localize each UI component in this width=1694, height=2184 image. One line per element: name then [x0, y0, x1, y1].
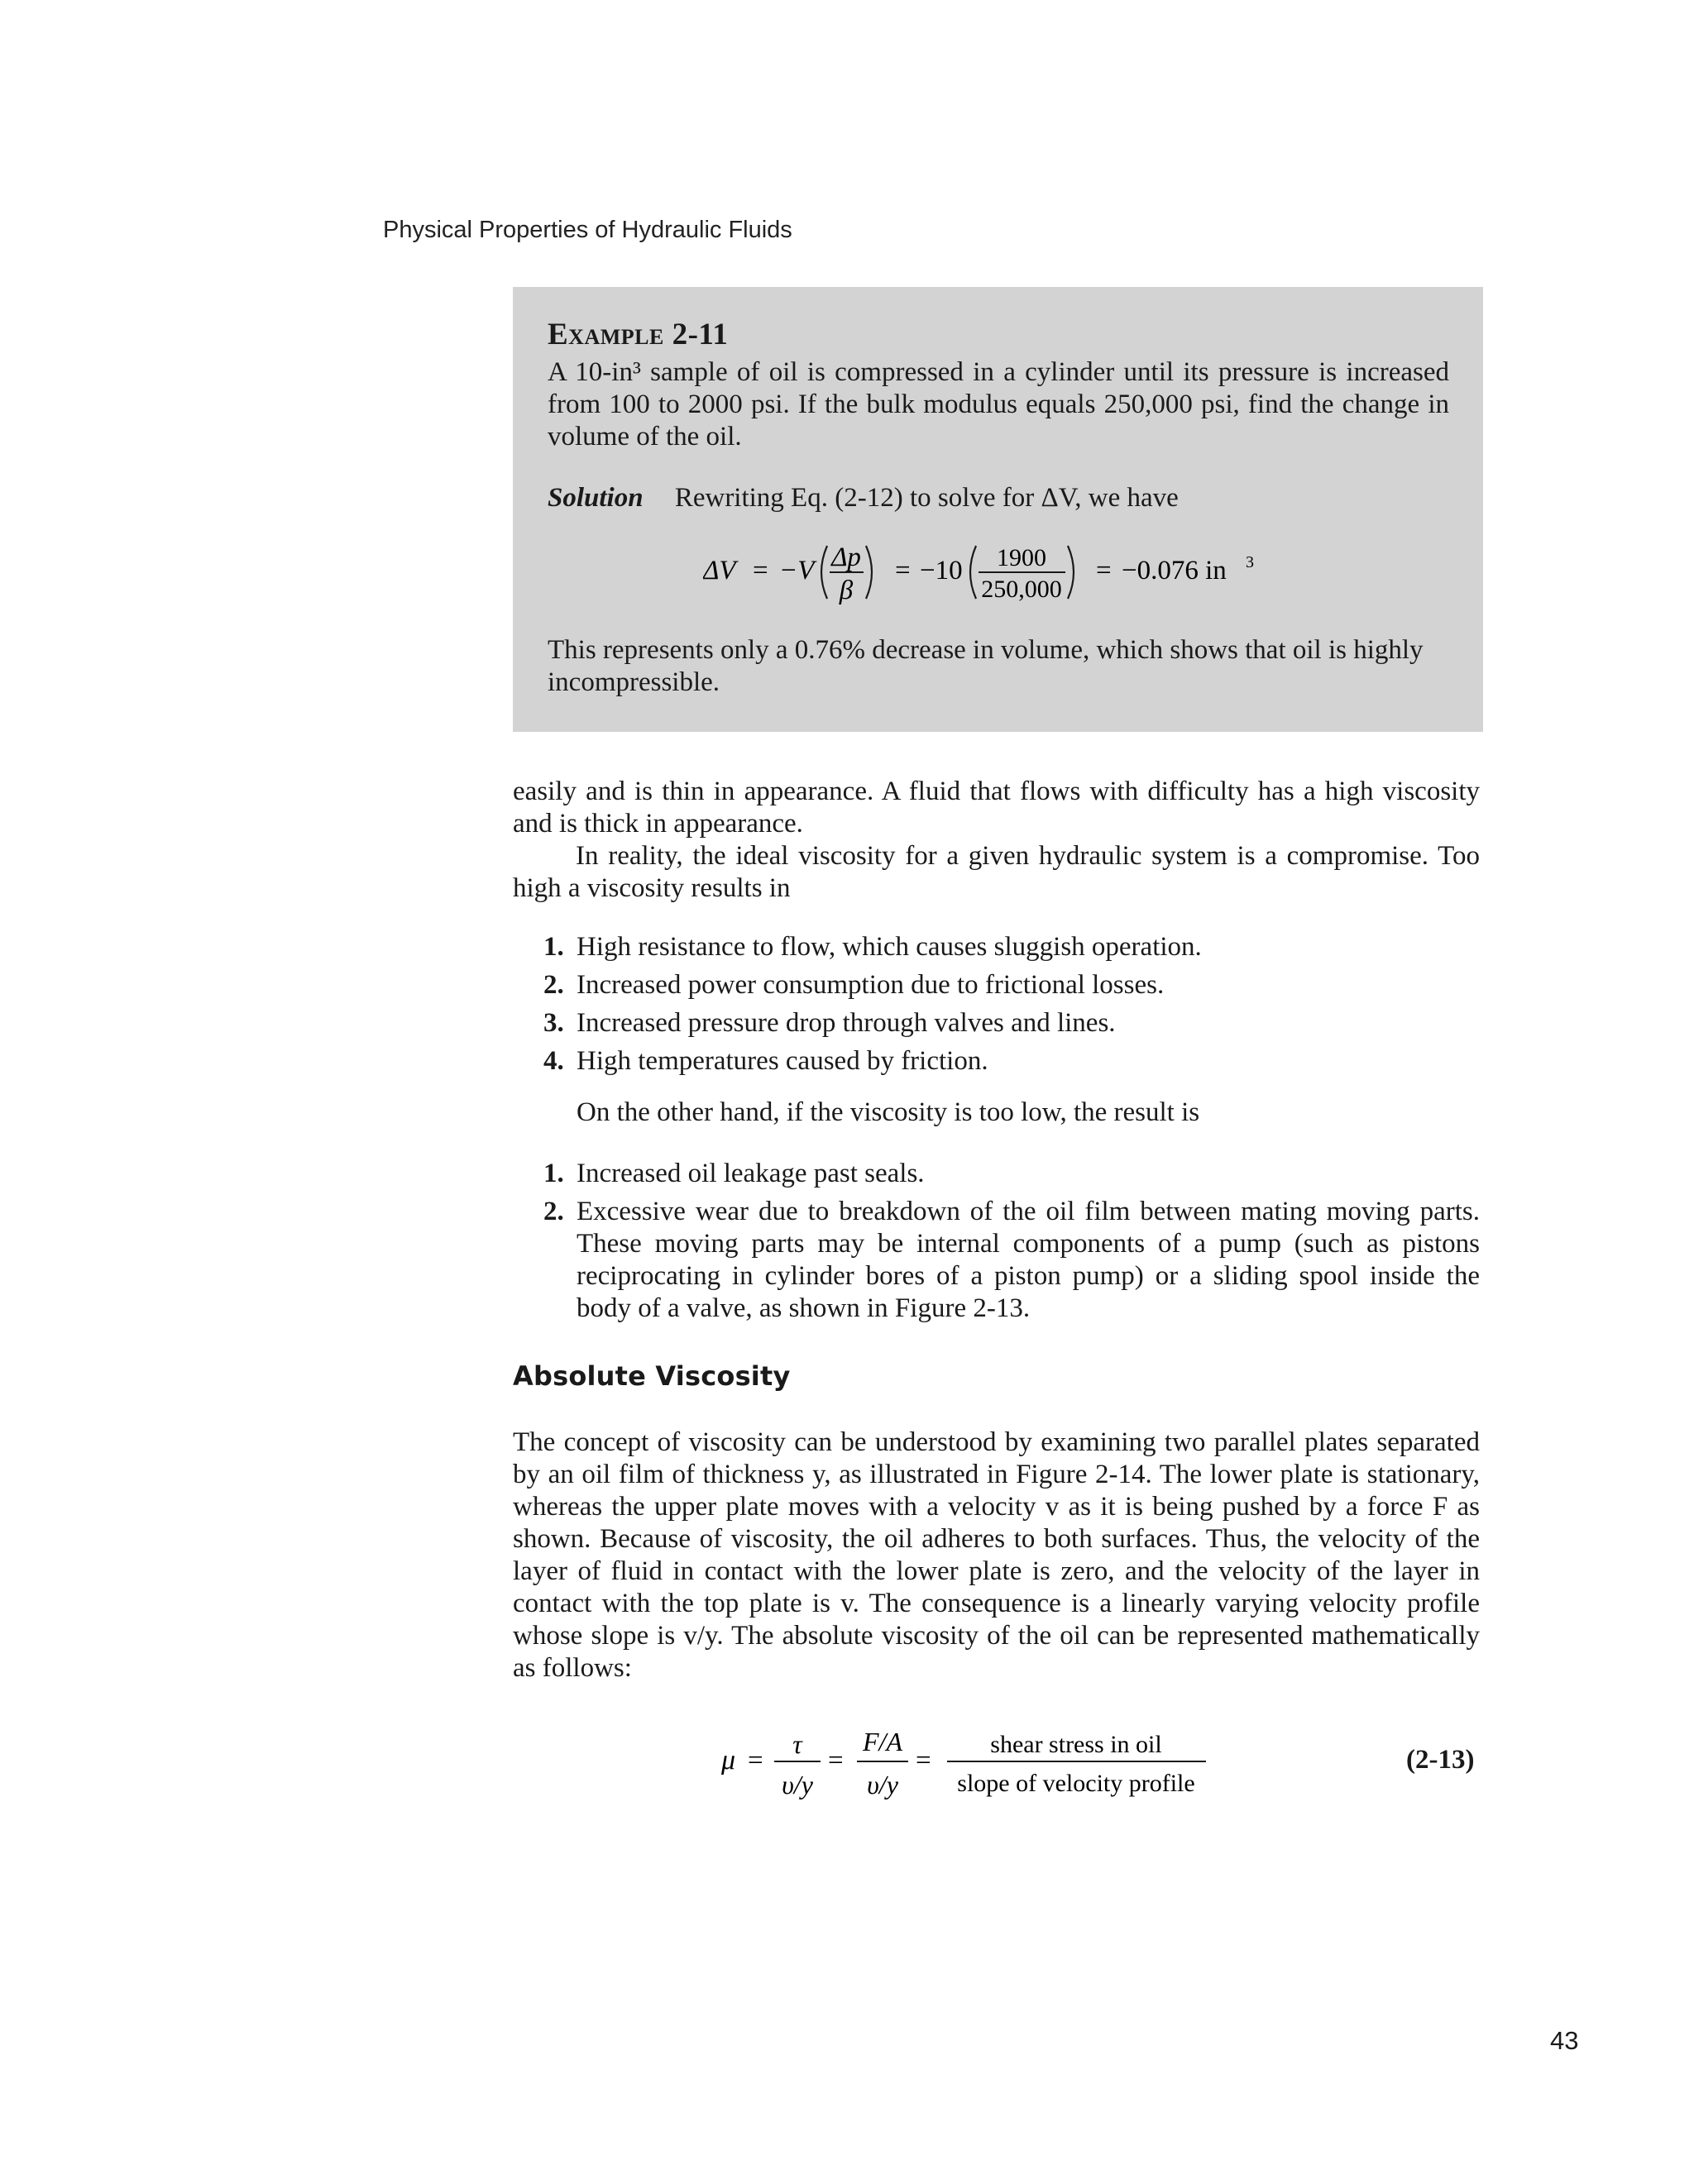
paragraph-compromise: In reality, the ideal viscosity for a given hydraulic system is a compromise. Too high a viscosity results in [513, 841, 1480, 903]
list-item [513, 966, 1480, 1004]
left-paren-1 [821, 546, 827, 599]
eq-neg-10: −10 [920, 556, 963, 585]
example-title [548, 317, 728, 352]
frac1-numerator: Δp [831, 542, 861, 572]
list-text: High temperatures caused by friction. [577, 1046, 988, 1076]
eq-result-exponent: 3 [1246, 553, 1254, 571]
example-equation [703, 539, 1282, 605]
eq-equals-3: = [1096, 556, 1112, 585]
example-box [513, 287, 1483, 732]
list-number: 3. [543, 1008, 564, 1038]
frac1-denominator: β [839, 576, 854, 605]
list-number: 1. [543, 1159, 564, 1188]
eq-equals-c: = [916, 1746, 931, 1775]
eq-equals-b: = [828, 1746, 844, 1775]
frac-a-numerator: τ [792, 1729, 802, 1759]
example-conclusion: This represents only a 0.76% decrease in volume, which shows that oil is highly incompressible. [548, 635, 1424, 697]
list-item [513, 1042, 1480, 1080]
running-head: Physical Properties of Hydraulic Fluids [383, 217, 792, 243]
section-heading: Absolute Viscosity [513, 1360, 791, 1392]
frac2-denominator: 250,000 [981, 576, 1062, 603]
frac-c-numerator: shear stress in oil [990, 1731, 1162, 1758]
frac-b-numerator: F/A [863, 1727, 902, 1756]
right-paren-2 [1068, 546, 1074, 599]
list-text: Increased pressure drop through valves and lines. [577, 1008, 1116, 1038]
list-item [513, 1154, 1480, 1192]
solution-intro: Rewriting Eq. (2-12) to solve for ΔV, we have [674, 483, 1179, 513]
frac-b-denominator: υ/y [867, 1770, 898, 1799]
page-number: 43 [1550, 2026, 1579, 2055]
viscosity-equation [711, 1716, 1241, 1807]
list-number: 2. [543, 1197, 564, 1226]
list-number: 2. [543, 970, 564, 1000]
solution-line [548, 483, 1179, 514]
list-item [513, 1004, 1480, 1042]
eq-equals-2: = [895, 556, 911, 585]
example-number: 2-11 [672, 318, 729, 351]
low-viscosity-intro: On the other hand, if the viscosity is too low, the result is [577, 1097, 1200, 1127]
left-paren-2 [970, 546, 976, 599]
list-number: 1. [543, 932, 564, 962]
eq-equals-a: = [748, 1746, 763, 1775]
example-label: Example [548, 318, 664, 351]
list-item [513, 1196, 1480, 1325]
mu-symbol: μ [721, 1745, 736, 1775]
frac2-numerator: 1900 [997, 544, 1046, 571]
frac-c-denominator: slope of velocity profile [957, 1770, 1195, 1797]
solution-label: Solution [548, 483, 644, 513]
equation-number: (2-13) [1406, 1745, 1475, 1775]
paragraph-viscosity-intro: easily and is thin in appearance. A fluid that flows with difficulty has a high viscosity and is thick in appearance. [513, 777, 1480, 839]
frac-a-denominator: υ/y [782, 1770, 813, 1799]
list-text: Increased oil leakage past seals. [577, 1159, 925, 1188]
example-problem: A 10-in³ sample of oil is compressed in a cylinder until its pressure is increased from 100 to 2000 psi. If the bulk modulus equals 250,000 psi, find the change in volume of the oil. [548, 357, 1449, 452]
eq-lhs: ΔV [703, 556, 736, 585]
right-paren-1 [866, 546, 872, 599]
eq-equals-1: = [753, 556, 768, 585]
eq-neg-v: −V [779, 556, 815, 585]
list-item [513, 928, 1480, 966]
list-text: High resistance to flow, which causes sluggish operation. [577, 932, 1202, 962]
paragraph-absolute-viscosity: The concept of viscosity can be understood by examining two parallel plates separated by an oil film of thickness y, as illustrated in Figure 2-14. The lower plate is stationary, whereas the upper plate moves with a velocity v as it is being pushed by a force F as shown. Because of viscosity, the oil adheres to both surfaces. Thus, the velocity of the layer of fluid in contact with the lower plate is zero, and the velocity of the layer in contact with the top plate is v. The consequence is a linearly varying velocity profile whose slope is v/y. The absolute viscosity of the oil can be represented mathematically as follows: [513, 1427, 1480, 1683]
list-text: Excessive wear due to breakdown of the oil film between mating moving parts. These moving parts may be internal components of a pump (such as pistons reciprocating in cylinder bores of a piston pump) or a sliding spool inside the body of a valve, as shown in Figure 2-13. [577, 1197, 1480, 1323]
list-high-viscosity [513, 928, 1480, 1080]
list-text: Increased power consumption due to frictional losses. [577, 970, 1165, 1000]
eq-result: −0.076 in [1122, 556, 1227, 585]
list-number: 4. [543, 1046, 564, 1076]
list-low-viscosity [513, 1154, 1480, 1325]
